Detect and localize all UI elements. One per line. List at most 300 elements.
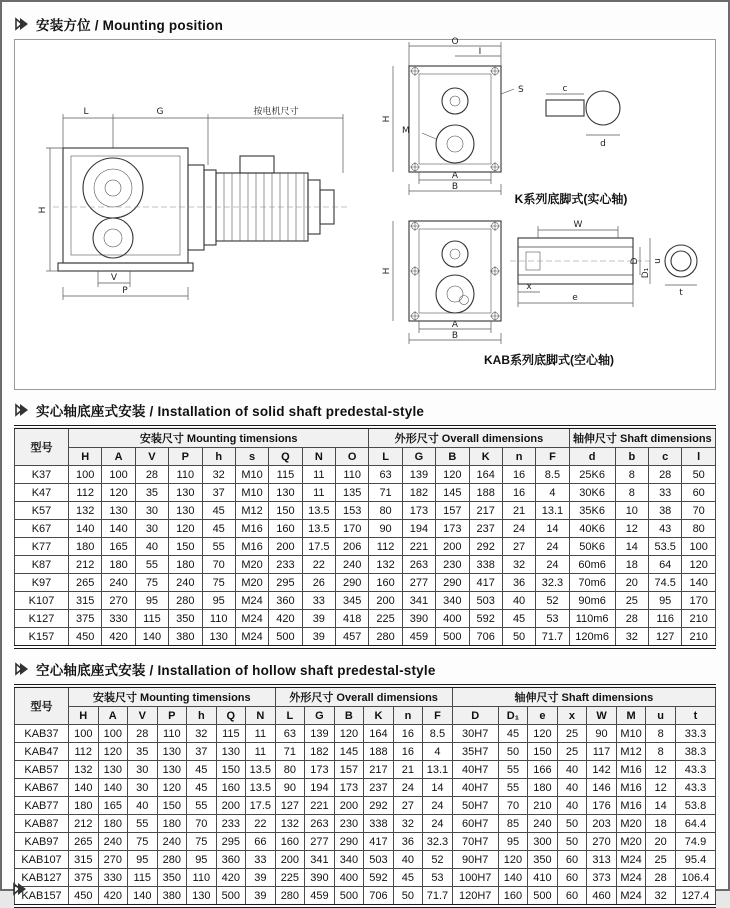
value-cell: 360 (269, 592, 302, 610)
value-cell: 8.5 (536, 466, 569, 484)
value-cell: 32 (502, 556, 535, 574)
value-cell: M16 (616, 761, 646, 779)
value-cell: 32 (187, 725, 217, 743)
value-cell: 16 (502, 466, 535, 484)
value-cell: 233 (269, 556, 302, 574)
value-cell: 400 (436, 610, 469, 628)
value-cell: M24 (616, 851, 646, 869)
value-cell: 24 (393, 779, 423, 797)
value-cell: 37 (187, 743, 217, 761)
value-cell: 417 (469, 574, 502, 592)
value-cell: 95 (498, 833, 528, 851)
table-row (15, 592, 716, 610)
value-cell: 13.5 (246, 761, 276, 779)
dim-label-e: e (572, 293, 578, 303)
value-cell: 240 (528, 815, 558, 833)
value-cell: 110 (202, 610, 235, 628)
table-row (15, 520, 716, 538)
column-header: H (69, 707, 99, 725)
value-cell: 18 (646, 815, 676, 833)
value-cell: 360 (216, 851, 246, 869)
model-cell: KAB67 (15, 779, 69, 797)
value-cell: 270 (98, 851, 128, 869)
value-cell: 265 (69, 833, 99, 851)
value-cell: 40 (128, 797, 158, 815)
value-cell: 95 (649, 592, 682, 610)
value-cell: 110 (169, 466, 202, 484)
value-cell: 50 (682, 466, 716, 484)
value-cell: 153 (336, 502, 369, 520)
next-section-icon-partial (14, 882, 27, 889)
value-cell: 28 (649, 466, 682, 484)
value-cell: 277 (402, 574, 435, 592)
value-cell: 146 (587, 779, 617, 797)
value-cell: 75 (135, 574, 168, 592)
value-cell: 110m6 (569, 610, 615, 628)
value-cell: 120 (102, 484, 135, 502)
value-cell: 280 (275, 887, 305, 907)
value-cell: M20 (616, 833, 646, 851)
value-cell: 132 (69, 502, 102, 520)
value-cell: 4 (423, 743, 453, 761)
value-cell: 706 (469, 628, 502, 648)
value-cell: 20 (646, 833, 676, 851)
value-cell: 28 (615, 610, 648, 628)
column-header: K (364, 707, 394, 725)
value-cell: 95.4 (676, 851, 716, 869)
table-row (15, 556, 716, 574)
value-cell: 130 (98, 761, 128, 779)
value-cell: 313 (587, 851, 617, 869)
value-cell: 116 (649, 610, 682, 628)
dim-label-P: P (122, 286, 128, 296)
value-cell: 100 (69, 725, 99, 743)
value-cell: 28 (646, 869, 676, 887)
table-row (15, 761, 716, 779)
table-row (15, 887, 716, 907)
value-cell: 60H7 (452, 815, 498, 833)
value-cell: M10 (235, 484, 268, 502)
value-cell: 55 (498, 779, 528, 797)
value-cell: 420 (102, 628, 135, 648)
value-cell: 70m6 (569, 574, 615, 592)
value-cell: 127 (275, 797, 305, 815)
section-header-solid-shaft (16, 400, 714, 420)
value-cell: 450 (69, 887, 99, 907)
value-cell: 140 (69, 520, 102, 538)
value-cell: 263 (402, 556, 435, 574)
dim-label-u: u (653, 258, 663, 264)
value-cell: 45 (202, 520, 235, 538)
value-cell: 165 (102, 538, 135, 556)
value-cell: 40 (557, 797, 587, 815)
sub-header-row (15, 707, 716, 725)
value-cell: 139 (305, 725, 335, 743)
motor-size-note: 按电机尺寸 (253, 107, 299, 117)
value-cell: 50 (393, 887, 423, 907)
value-cell: 240 (169, 574, 202, 592)
value-cell: 173 (305, 761, 335, 779)
value-cell: 500 (216, 887, 246, 907)
value-cell: 11 (246, 725, 276, 743)
value-cell: 132 (275, 815, 305, 833)
value-cell: 16 (502, 484, 535, 502)
value-cell: 52 (423, 851, 453, 869)
value-cell: 35H7 (452, 743, 498, 761)
kab-front-view-drawing (382, 221, 501, 344)
table-row (15, 815, 716, 833)
value-cell: 341 (305, 851, 335, 869)
value-cell: 150 (169, 538, 202, 556)
value-cell: 127.4 (676, 887, 716, 907)
value-cell: 166 (528, 761, 558, 779)
table-row (15, 743, 716, 761)
model-cell: KAB37 (15, 725, 69, 743)
model-cell: K127 (15, 610, 69, 628)
value-cell: 33 (302, 592, 335, 610)
dim-label-A2: A (451, 320, 459, 330)
value-cell: 25 (557, 725, 587, 743)
value-cell: 182 (305, 743, 335, 761)
model-column-header: 型号 (15, 686, 69, 725)
value-cell: 30H7 (452, 725, 498, 743)
value-cell: 95 (202, 592, 235, 610)
value-cell: 95 (135, 592, 168, 610)
dim-label-L: L (83, 107, 89, 117)
value-cell: M24 (235, 592, 268, 610)
value-cell: 503 (469, 592, 502, 610)
dim-label-I: I (478, 47, 482, 57)
value-cell: 28 (128, 725, 158, 743)
value-cell: 132 (69, 761, 99, 779)
value-cell: 170 (336, 520, 369, 538)
column-header: B (334, 707, 364, 725)
value-cell: 112 (69, 743, 99, 761)
value-cell: 8 (615, 484, 648, 502)
value-cell: M20 (616, 815, 646, 833)
model-cell: K57 (15, 502, 69, 520)
value-cell: 115 (216, 725, 246, 743)
value-cell: 157 (334, 761, 364, 779)
value-cell: 55 (498, 761, 528, 779)
value-cell: 230 (334, 815, 364, 833)
value-cell: 160 (269, 520, 302, 538)
value-cell: 21 (502, 502, 535, 520)
value-cell: 120H7 (452, 887, 498, 907)
solid-shaft-section-drawing (546, 84, 620, 149)
value-cell: 157 (436, 502, 469, 520)
column-header: B (436, 448, 469, 466)
value-cell: 345 (336, 592, 369, 610)
value-cell: 295 (216, 833, 246, 851)
value-cell: 43.3 (676, 779, 716, 797)
value-cell: 8 (646, 725, 676, 743)
section-header-mounting-position (16, 14, 714, 34)
model-cell: K107 (15, 592, 69, 610)
value-cell: 375 (69, 869, 99, 887)
value-cell: 33 (649, 484, 682, 502)
value-cell: 140 (128, 887, 158, 907)
value-cell: 70H7 (452, 833, 498, 851)
value-cell: 70 (498, 797, 528, 815)
value-cell: 180 (69, 797, 99, 815)
value-cell: 130 (202, 628, 235, 648)
kab-series-caption: KAB系列底脚式(空心轴) (484, 353, 614, 367)
value-cell: 24 (536, 556, 569, 574)
value-cell: 13.5 (302, 520, 335, 538)
value-cell: 270 (587, 833, 617, 851)
model-cell: KAB47 (15, 743, 69, 761)
value-cell: 240 (98, 833, 128, 851)
value-cell: 21 (393, 761, 423, 779)
group-header-shaft: 轴伸尺寸 Shaft dimensions (452, 686, 715, 707)
model-cell: KAB97 (15, 833, 69, 851)
value-cell: 373 (587, 869, 617, 887)
value-cell: 295 (269, 574, 302, 592)
value-cell: 13.5 (302, 502, 335, 520)
value-cell: 263 (305, 815, 335, 833)
value-cell: 40 (557, 779, 587, 797)
column-header: h (202, 448, 235, 466)
value-cell: 43 (649, 520, 682, 538)
value-cell: M16 (235, 520, 268, 538)
value-cell: 39 (246, 869, 276, 887)
value-cell: 13.1 (423, 761, 453, 779)
value-cell: 12 (646, 779, 676, 797)
hollow-table-body (15, 725, 716, 907)
value-cell: 221 (305, 797, 335, 815)
table-row (15, 538, 716, 556)
table-row (15, 833, 716, 851)
value-cell: 592 (469, 610, 502, 628)
value-cell: 150 (528, 743, 558, 761)
value-cell: 127 (649, 628, 682, 648)
value-cell: 130 (157, 761, 187, 779)
value-cell: 240 (157, 833, 187, 851)
value-cell: 330 (98, 869, 128, 887)
value-cell: 40 (135, 538, 168, 556)
value-cell: 350 (528, 851, 558, 869)
value-cell: 90m6 (569, 592, 615, 610)
value-cell: 210 (682, 610, 716, 628)
section-arrow-icon (16, 404, 29, 416)
value-cell: 120 (157, 779, 187, 797)
dim-label-G: G (156, 107, 164, 117)
value-cell: 150 (216, 761, 246, 779)
value-cell: M12 (235, 502, 268, 520)
value-cell: 390 (305, 869, 335, 887)
page-title: 安装方位 / Mounting position (36, 18, 224, 33)
value-cell: 63 (275, 725, 305, 743)
value-cell: 12 (646, 761, 676, 779)
value-cell: 230 (436, 556, 469, 574)
value-cell: 176 (587, 797, 617, 815)
value-cell: 53 (423, 869, 453, 887)
value-cell: 11 (302, 484, 335, 502)
value-cell: M20 (235, 556, 268, 574)
section-arrow-icon (16, 18, 29, 30)
value-cell: 90 (587, 725, 617, 743)
value-cell: 24 (423, 797, 453, 815)
value-cell: 270 (102, 592, 135, 610)
table-row (15, 797, 716, 815)
value-cell: 130 (216, 743, 246, 761)
section-header-hollow-shaft (16, 659, 714, 679)
value-cell: 18 (615, 556, 648, 574)
value-cell: 277 (305, 833, 335, 851)
value-cell: M10 (616, 725, 646, 743)
group-header-mounting: 安装尺寸 Mounting timensions (69, 686, 276, 707)
value-cell: 43.3 (676, 761, 716, 779)
value-cell: 71.7 (423, 887, 453, 907)
value-cell: 10 (615, 502, 648, 520)
value-cell: 592 (364, 869, 394, 887)
value-cell: 173 (402, 502, 435, 520)
value-cell: 315 (69, 592, 102, 610)
value-cell: 410 (528, 869, 558, 887)
value-cell: 390 (402, 610, 435, 628)
value-cell: M16 (235, 538, 268, 556)
value-cell: 459 (402, 628, 435, 648)
value-cell: 11 (246, 743, 276, 761)
dim-label-H3: H (382, 267, 392, 275)
value-cell: 74.5 (649, 574, 682, 592)
value-cell: 45 (202, 502, 235, 520)
value-cell: 160 (275, 833, 305, 851)
value-cell: 188 (364, 743, 394, 761)
dim-label-d: d (600, 139, 606, 149)
value-cell: 66 (246, 833, 276, 851)
column-header: N (246, 707, 276, 725)
side-view-drawing (38, 105, 348, 300)
column-header: Q (216, 707, 246, 725)
value-cell: 120 (169, 520, 202, 538)
value-cell: 180 (98, 815, 128, 833)
value-cell: 300 (528, 833, 558, 851)
value-cell: M20 (235, 574, 268, 592)
value-cell: 164 (364, 725, 394, 743)
value-cell: 25 (646, 851, 676, 869)
column-header: G (402, 448, 435, 466)
model-cell: K77 (15, 538, 69, 556)
dim-label-M: M (402, 126, 410, 136)
value-cell: 200 (275, 851, 305, 869)
dim-label-H: H (38, 206, 48, 214)
value-cell: 40H7 (452, 761, 498, 779)
value-cell: 145 (334, 743, 364, 761)
value-cell: 14 (423, 779, 453, 797)
value-cell: 130 (269, 484, 302, 502)
value-cell: 106.4 (676, 869, 716, 887)
value-cell: 24 (502, 520, 535, 538)
value-cell: 50 (557, 833, 587, 851)
value-cell: 350 (169, 610, 202, 628)
value-cell: 140 (682, 574, 716, 592)
value-cell: 450 (69, 628, 102, 648)
value-cell: 182 (402, 484, 435, 502)
value-cell: 74.9 (676, 833, 716, 851)
value-cell: 330 (102, 610, 135, 628)
value-cell: 20 (615, 574, 648, 592)
column-header: s (235, 448, 268, 466)
value-cell: 165 (98, 797, 128, 815)
value-cell: 280 (169, 592, 202, 610)
value-cell: M16 (616, 797, 646, 815)
value-cell: 45 (187, 761, 217, 779)
value-cell: 12 (615, 520, 648, 538)
model-cell: KAB157 (15, 887, 69, 907)
dim-label-B2: B (451, 331, 459, 341)
value-cell: 30 (128, 761, 158, 779)
value-cell: 16 (393, 743, 423, 761)
value-cell: 22 (246, 815, 276, 833)
value-cell: 180 (169, 556, 202, 574)
model-cell: KAB127 (15, 869, 69, 887)
column-header: d (569, 448, 615, 466)
value-cell: 120 (334, 725, 364, 743)
value-cell: 80 (369, 502, 402, 520)
group-header-shaft: 轴伸尺寸 Shaft dimensions (569, 427, 715, 448)
model-cell: KAB107 (15, 851, 69, 869)
column-header: b (615, 448, 648, 466)
value-cell: 217 (364, 761, 394, 779)
value-cell: 173 (334, 779, 364, 797)
value-cell: 200 (436, 538, 469, 556)
value-cell: 706 (364, 887, 394, 907)
model-cell: K67 (15, 520, 69, 538)
value-cell: 75 (202, 574, 235, 592)
table-row (15, 779, 716, 797)
column-header: H (69, 448, 102, 466)
value-cell: 80 (275, 761, 305, 779)
table-row (15, 466, 716, 484)
value-cell: 17.5 (246, 797, 276, 815)
value-cell: 32.3 (423, 833, 453, 851)
value-cell: 140 (69, 779, 99, 797)
value-cell: M12 (616, 743, 646, 761)
value-cell: 26 (302, 574, 335, 592)
value-cell: M16 (616, 779, 646, 797)
column-header: h (187, 707, 217, 725)
value-cell: 32.3 (536, 574, 569, 592)
dim-label-V: V (110, 273, 118, 283)
column-header: P (157, 707, 187, 725)
value-cell: 112 (69, 484, 102, 502)
column-header: V (128, 707, 158, 725)
column-header: n (502, 448, 535, 466)
value-cell: 120 (498, 851, 528, 869)
value-cell: 28 (135, 466, 168, 484)
value-cell: 160 (216, 779, 246, 797)
table-row (15, 869, 716, 887)
value-cell: 135 (336, 484, 369, 502)
column-header: c (649, 448, 682, 466)
value-cell: 4 (536, 484, 569, 502)
value-cell: 55 (135, 556, 168, 574)
value-cell: 45 (502, 610, 535, 628)
value-cell: 130 (157, 743, 187, 761)
value-cell: 292 (469, 538, 502, 556)
value-cell: 39 (302, 628, 335, 648)
table-row (15, 484, 716, 502)
value-cell: 27 (393, 797, 423, 815)
value-cell: 52 (536, 592, 569, 610)
value-cell: 418 (336, 610, 369, 628)
value-cell: 150 (157, 797, 187, 815)
value-cell: 164 (469, 466, 502, 484)
value-cell: 117 (587, 743, 617, 761)
value-cell: 40H7 (452, 779, 498, 797)
